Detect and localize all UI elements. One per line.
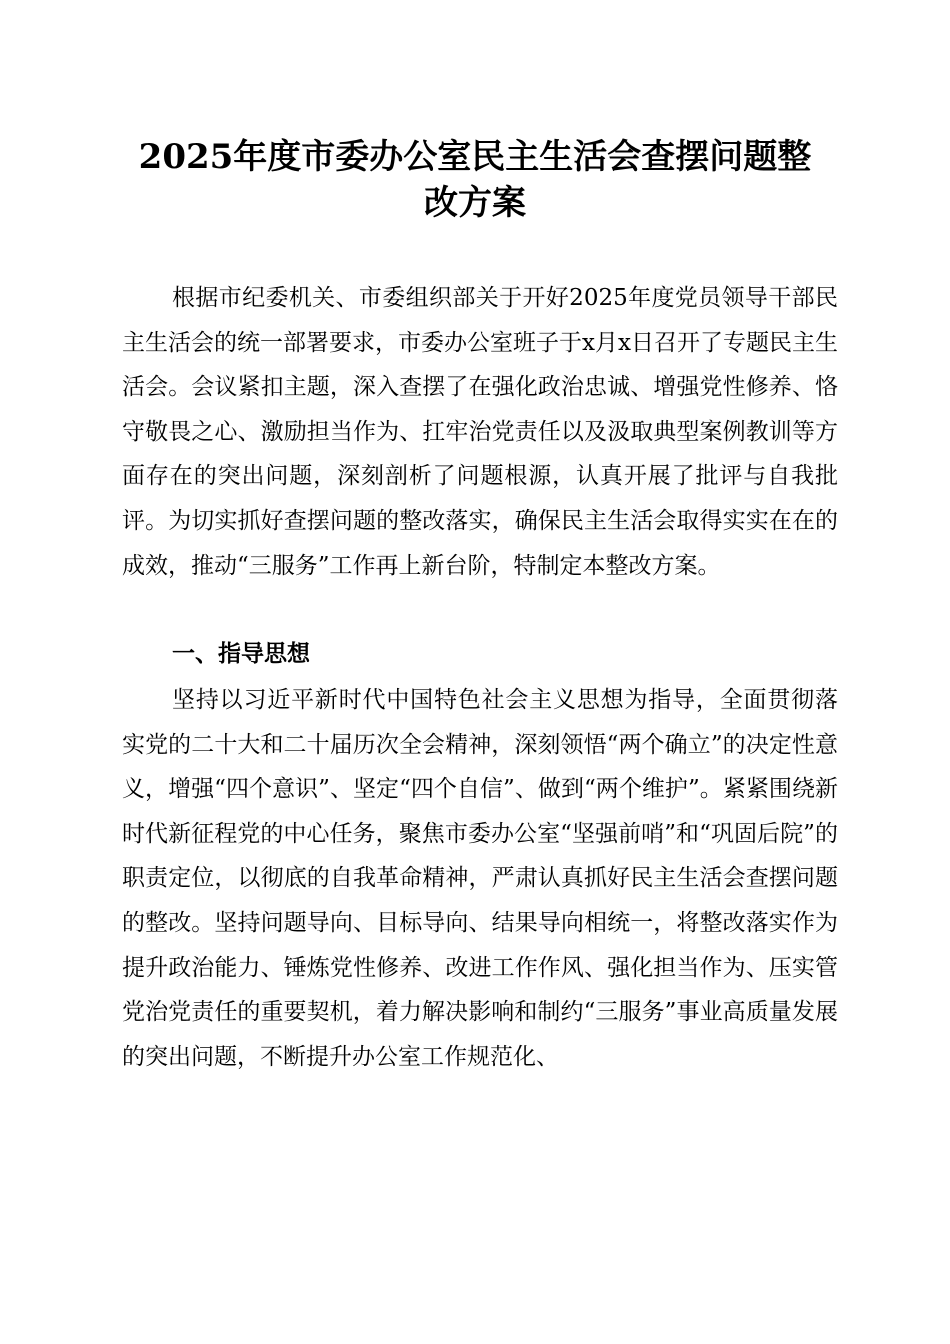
- title-line-2: 改方案: [424, 183, 526, 223]
- document-title: [100, 134, 850, 226]
- guiding-ideology-paragraph: 坚持以习近平新时代中国特色社会主义思想为指导，全面贯彻落实党的二十大和二十届历次全会精神，深刻领悟“两个确立”的决定性意义，增强“四个意识”、坚定“四个自信”、做到“两个维护”。紧紧围绕新时代新征程党的中心任务，聚焦市委办公室“坚强前哨”和“巩固后院”的职责定位，以彻底的自我革命精神，严肃认真抓好民主生活会查摆问题的整改。坚持问题导向、目标导向、结果导向相统一，将整改落实作为提升政治能力、锤炼党性修养、改进工作作风、强化担当作为、压实管党治党责任的重要契机，着力解决影响和制约“三服务”事业高质量发展的突出问题，不断提升办公室工作规范化、: [122, 687, 838, 1070]
- section-heading-guiding-ideology: 一、指导思想: [172, 641, 310, 667]
- intro-paragraph: 根据市纪委机关、市委组织部关于开好2025年度党员领导干部民主生活会的统一部署要求，市委办公室班子于x月x日召开了专题民主生活会。会议紧扣主题，深入查摆了在强化政治忠诚、增强党性修养、恪守敬畏之心、激励担当作为、扛牢治党责任以及汲取典型案例教训等方面存在的突出问题，深刻剖析了问题根源，认真开展了批评与自我批评。为切实抓好查摆问题的整改落实，确保民主生活会取得实实在在的成效，推动“三服务”工作再上新台阶，特制定本整改方案。: [122, 285, 838, 579]
- title-line-1: 2025年度市委办公室民主生活会查摆问题整: [138, 137, 812, 177]
